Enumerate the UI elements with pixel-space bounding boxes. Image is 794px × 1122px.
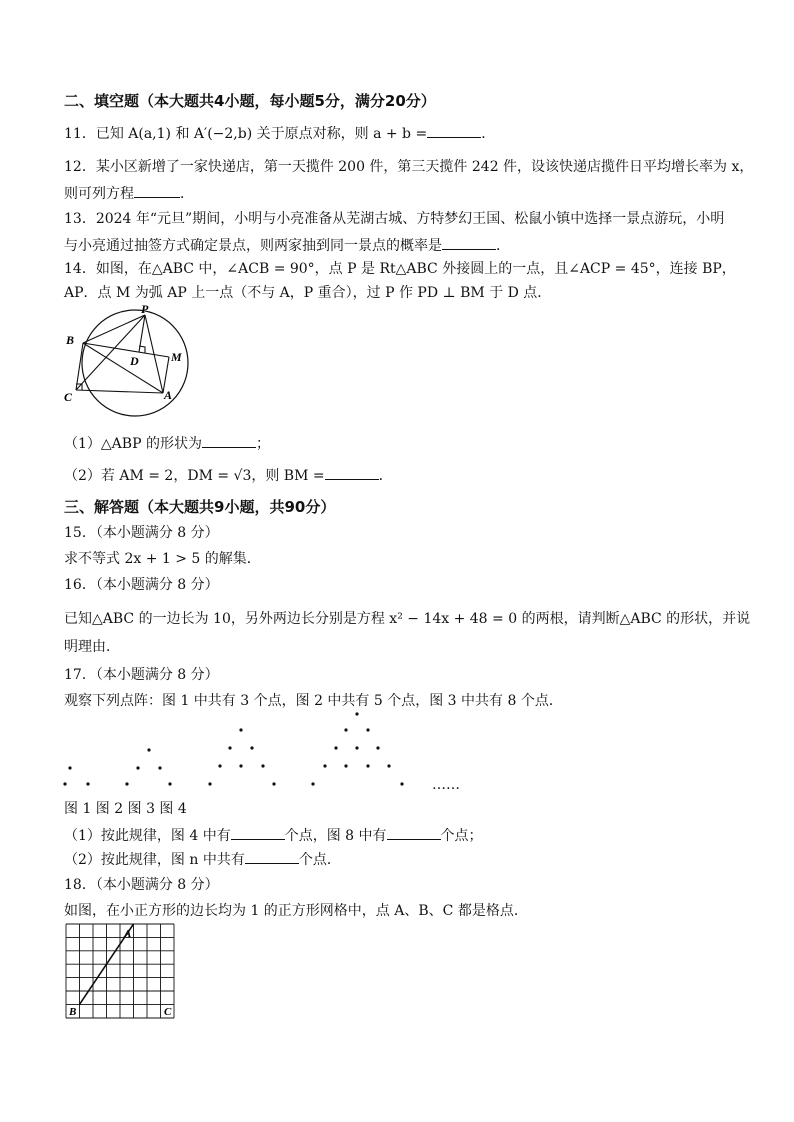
q18-body: 如图，在小正方形的边长均为 1 的正方形网格中，点 A、B、C 都是格点．: [64, 903, 528, 919]
label-D: D: [130, 354, 139, 368]
label-C: C: [164, 1006, 172, 1018]
q11: 11．已知 A(a,1) 和 A′(−2,b) 关于原点对称，则 a + b = ．: [64, 126, 496, 142]
segment-BA: [83, 343, 163, 393]
answer-blank[interactable]: [202, 434, 256, 448]
segment-CP: [76, 315, 145, 390]
q14-line1: 14．如图，在△ABC 中，∠ACB = 90°，点 P 是 Rt△ABC 外接圆上的一点，且∠ACP = 45°，连接 BP，: [64, 261, 736, 277]
answer-blank[interactable]: [134, 184, 180, 198]
q11-text: 11．已知 A(a,1) 和 A′(−2,b) 关于原点对称，则 a + b =: [64, 126, 428, 142]
grid-figure: [64, 922, 184, 1022]
label-B: B: [69, 1006, 77, 1018]
segment-BM: [83, 343, 169, 357]
dot: [158, 766, 161, 769]
dot: [218, 764, 221, 767]
dot: [323, 764, 326, 767]
section2-title: 二、填空题（本大题共4小题，每小题5分，满分20分）: [64, 92, 436, 110]
q17-part2-text-a: （2）按此规律，图 n 中共有: [64, 852, 245, 868]
q17-part1: [64, 826, 483, 845]
dot: [261, 764, 264, 767]
segment-CA: [76, 390, 163, 393]
dot: [366, 728, 369, 731]
q13-line1: 13．2024 年“元旦”期间，小明与小亮准备从芜湖古城、方特梦幻王国、松鼠小镇中选择一景点游玩，小明: [64, 211, 725, 227]
dot: [250, 746, 253, 749]
q14-line2: AP．点 M 为弧 AP 上一点（不与 A，P 重合），过 P 作 PD ⊥ BM 于 D 点．: [64, 285, 552, 301]
dot: [272, 782, 275, 785]
q12-line2: 则可列方程 ．: [64, 186, 194, 202]
q17-body: 观察下列点阵：图 1 中共有 3 个点，图 2 中共有 5 个点，图 3 中共有 8 个点．: [64, 693, 563, 709]
q17-part2: [64, 850, 341, 869]
q17-figure-labels: 图 1 图 2 图 3 图 4: [64, 801, 187, 817]
dot: [376, 746, 379, 749]
answer-blank[interactable]: [231, 826, 285, 840]
q15-body: 求不等式 2x + 1 > 5 的解集．: [64, 551, 261, 567]
answer-blank[interactable]: [427, 124, 481, 138]
q14-part1-text: （1）△ABP 的形状为: [64, 436, 202, 452]
q14-part2-text: （2）若 AM = 2，DM = √3，则 BM =: [64, 468, 325, 484]
dot: [63, 782, 66, 785]
answer-blank[interactable]: [245, 850, 299, 864]
q18-head: 18．（本小题满分 8 分）: [64, 877, 219, 893]
dot: [86, 782, 89, 785]
dot: [208, 782, 211, 785]
dot: [311, 782, 314, 785]
q15-head: 15．（本小题满分 8 分）: [64, 525, 219, 541]
q17-part1-text-b: 个点，图 8 中有: [284, 828, 387, 844]
label-C: C: [64, 390, 73, 404]
dot: [334, 746, 337, 749]
q17-ellipsis: ……: [432, 777, 460, 793]
dot: [68, 766, 71, 769]
q12-line1: 12．某小区新增了一家快递店，第一天揽件 200 件，第三天揽件 242 件，设该快递店揽件日平均增长率为 x，: [64, 159, 754, 175]
answer-blank[interactable]: [325, 466, 379, 480]
dot: [366, 764, 369, 767]
dot: [355, 712, 358, 715]
label-B: B: [66, 333, 75, 347]
q17-part1-text-c: 个点；: [440, 828, 483, 844]
label-A: A: [124, 928, 132, 940]
q14-part2: （2）若 AM = 2，DM = √3，则 BM = ．: [64, 468, 393, 484]
dot: [239, 764, 242, 767]
q16-line2: 明理由．: [64, 639, 120, 655]
label-M: M: [171, 350, 182, 364]
circle-figure: [60, 305, 200, 423]
dot: [168, 782, 171, 785]
dot-patterns-figure: [60, 708, 480, 798]
dot: [136, 766, 139, 769]
q17-head: 17．（本小题满分 8 分）: [64, 667, 219, 683]
q12-text: 则可列方程: [64, 186, 134, 202]
dot: [344, 764, 347, 767]
segment-BP: [83, 315, 145, 343]
dot: [125, 782, 128, 785]
section3-title: 三、解答题（本大题共9小题，共90分）: [64, 498, 336, 516]
answer-blank[interactable]: [442, 236, 496, 250]
q16-line1: 已知△ABC 的一边长为 10，另外两边长分别是方程 x² − 14x + 48 = 0 的两根，请判断△ABC 的形状，并说: [64, 611, 751, 627]
dot: [387, 764, 390, 767]
label-P: P: [141, 305, 149, 316]
answer-blank[interactable]: [387, 826, 441, 840]
dot: [239, 728, 242, 731]
dot: [344, 728, 347, 731]
label-A: A: [164, 388, 173, 402]
q13-line2: 与小亮通过抽签方式确定景点，则两家抽到同一景点的概率是 ．: [64, 238, 510, 254]
dot: [228, 746, 231, 749]
q17-part1-text-a: （1）按此规律，图 4 中有: [64, 828, 231, 844]
q17-part2-text-b: 个点．: [298, 852, 341, 868]
dot: [147, 748, 150, 751]
dot: [400, 782, 403, 785]
q14-part1: （1）△ABP 的形状为 ；: [64, 436, 270, 452]
dot: [355, 746, 358, 749]
q16-head: 16．（本小题满分 8 分）: [64, 577, 219, 593]
q13-text: 与小亮通过抽签方式确定景点，则两家抽到同一景点的概率是: [64, 238, 442, 254]
